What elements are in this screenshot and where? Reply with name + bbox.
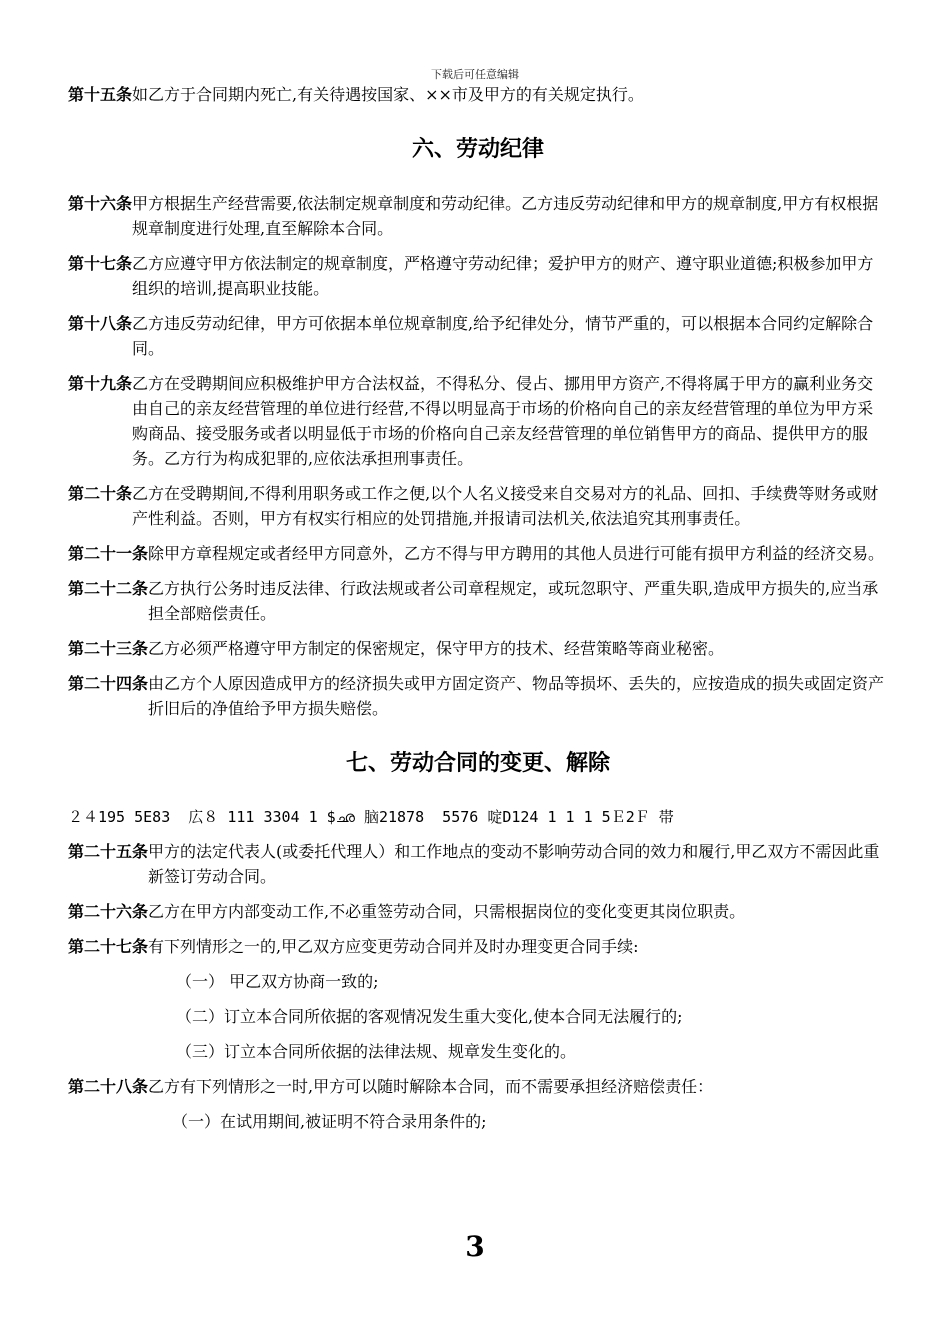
article-paragraph [68, 82, 888, 107]
articles-section-7 [68, 839, 888, 959]
article-text: 乙方在受聘期间,不得利用职务或工作之便,以个人名义接受来自交易对方的礼品、回扣、手续费等财务或财产性利益。否则，甲方有权实行相应的处罚措施,并报请司法机关,依法追究其刑事责任。 [132, 484, 879, 528]
article-number: 第十五条 [68, 85, 133, 104]
article-paragraph [68, 671, 888, 721]
article-text: 乙方有下列情形之一时,甲方可以随时解除本合同，而不需要承担经济赔偿责任： [148, 1077, 714, 1096]
article-text: 由乙方个人原因造成甲方的经济损失或甲方固定资产、物品等损坏、丢失的，应按造成的损失或固定资产折旧后的净值给予甲方损失赔偿。 [148, 674, 885, 718]
article-paragraph [68, 1074, 888, 1099]
article-text: 乙方在受聘期间应积极维护甲方合法权益，不得私分、侵占、挪用甲方资产,不得将属于甲方的赢利业务交由自己的亲友经营管理的单位进行经营,不得以明显高于市场的价格向自己的亲友经营管理的单位为甲方采购商品、接受服务或者以明显低于市场的价格向自己亲友经营管理的单位销售甲方的商品、提供甲方的服务。乙方行为构成犯罪的,应依法承担刑事责任。 [132, 374, 874, 468]
article-number: 第十八条 [68, 314, 133, 333]
article-number: 第十九条 [68, 374, 133, 393]
section-title-discipline: 六、劳动纪律 [411, 137, 544, 162]
article-number: 第十七条 [68, 254, 133, 273]
article-paragraph [68, 839, 888, 889]
article-paragraph [68, 934, 888, 959]
garbled-text-line: ２４195 5E83 広８ 111 3304 1 $ഛ 脑21878 5576 啶D124 1 1 1 5Ｅ2Ｆ 帯 [68, 808, 674, 826]
articles-section-6 [68, 191, 888, 721]
article-paragraph [68, 251, 888, 301]
sub-items-article-27 [68, 969, 888, 1064]
article-text: 如乙方于合同期内死亡,有关待遇按国家、××市及甲方的有关规定执行。 [132, 85, 644, 104]
article-text: 乙方在甲方内部变动工作,不必重签劳动合同，只需根据岗位的变化变更其岗位职责。 [148, 902, 746, 921]
document-body [68, 82, 888, 1144]
article-text: 乙方违反劳动纪律，甲方可依据本单位规章制度,给予纪律处分，情节严重的，可以根据本合同约定解除合同。 [132, 314, 874, 358]
article-text: 乙方执行公务时违反法律、行政法规或者公司章程规定，或玩忽职守、严重失职,造成甲方损失的,应当承担全部赔偿责任。 [148, 579, 879, 623]
article-paragraph [68, 371, 888, 471]
article-text: 乙方必须严格遵守甲方制定的保密规定，保守甲方的技术、经营策略等商业秘密。 [148, 639, 725, 658]
article-number: 第十六条 [68, 194, 133, 213]
articles-top [68, 82, 888, 107]
article-text: 甲方的法定代表人(或委托代理人）和工作地点的变动不影响劳动合同的效力和履行,甲乙双方不需因此重新签订劳动合同。 [148, 842, 880, 886]
sub-item: （二）订立本合同所依据的客观情况发生重大变化,使本合同无法履行的; [176, 1007, 683, 1026]
article-paragraph [68, 576, 888, 626]
article-number: 第二十七条 [68, 937, 149, 956]
article-text: 甲方根据生产经营需要,依法制定规章制度和劳动纪律。乙方违反劳动纪律和甲方的规章制度,甲方有权根据规章制度进行处理,直至解除本合同。 [132, 194, 879, 238]
sub-item: （一） 甲乙双方协商一致的; [176, 972, 379, 991]
article-number: 第二十八条 [68, 1077, 149, 1096]
article-text: 乙方应遵守甲方依法制定的规章制度，严格遵守劳动纪律；爱护甲方的财产、遵守职业道德;积极参加甲方组织的培训,提高职业技能。 [132, 254, 874, 298]
article-paragraph [68, 191, 888, 241]
section-title-contract-change: 七、劳动合同的变更、解除 [345, 751, 610, 776]
sub-item: （一）在试用期间,被证明不符合录用条件的; [172, 1112, 487, 1131]
article-number: 第二十六条 [68, 902, 149, 921]
article-number: 第二十条 [68, 484, 133, 503]
article-number: 第二十一条 [68, 544, 149, 563]
article-text: 有下列情形之一的,甲乙双方应变更劳动合同并及时办理变更合同手续: [148, 937, 639, 956]
article-number: 第二十二条 [68, 579, 149, 598]
page-number: 3 [465, 1230, 485, 1263]
article-paragraph [68, 899, 888, 924]
article-number: 第二十三条 [68, 639, 149, 658]
header-note: 下载后可任意编辑 [431, 68, 519, 81]
sub-items-article-28 [68, 1109, 888, 1134]
article-number: 第二十五条 [68, 842, 149, 861]
article-number: 第二十四条 [68, 674, 149, 693]
sub-item: （三）订立本合同所依据的法律法规、规章发生变化的。 [176, 1042, 577, 1061]
article-paragraph [68, 481, 888, 531]
article-text: 除甲方章程规定或者经甲方同意外，乙方不得与甲方聘用的其他人员进行可能有损甲方利益的经济交易。 [148, 544, 885, 563]
article-paragraph [68, 311, 888, 361]
article-paragraph [68, 636, 888, 661]
article-paragraph [68, 541, 888, 566]
articles-section-7b [68, 1074, 888, 1099]
